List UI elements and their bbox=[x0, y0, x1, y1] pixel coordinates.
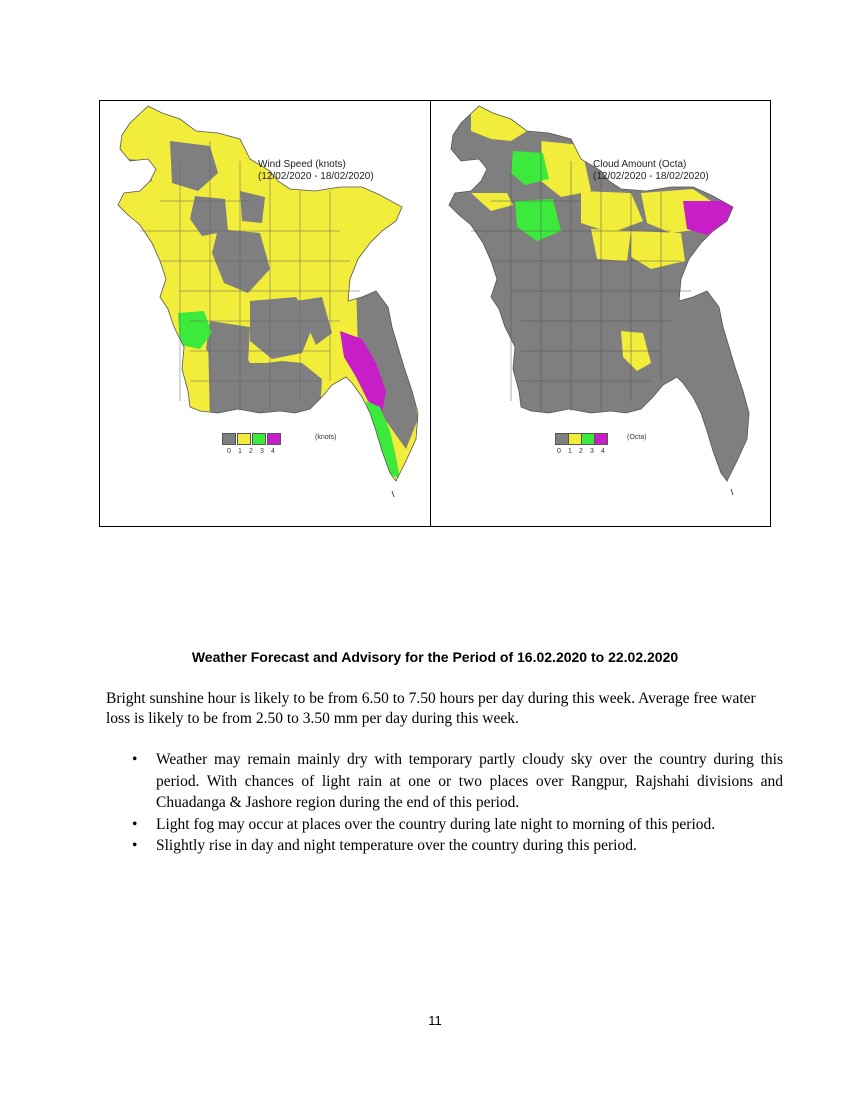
cloud-map-period: (12/02/2020 - 18/02/2020) bbox=[593, 171, 709, 182]
cloud-amount-map bbox=[431, 101, 770, 526]
advisory-list bbox=[130, 749, 783, 857]
legend-tick: 4 bbox=[601, 448, 605, 455]
bullet-icon: • bbox=[132, 815, 138, 833]
legend-tick: 3 bbox=[260, 448, 264, 455]
legend-tick: 0 bbox=[557, 448, 561, 455]
legend-swatch-3 bbox=[267, 433, 281, 445]
bullet-icon: • bbox=[132, 751, 138, 768]
legend-tick: 3 bbox=[590, 448, 594, 455]
page-number: 11 bbox=[428, 1013, 442, 1028]
sunshine-paragraph: Bright sunshine hour is likely to be from 6.50 to 7.50 hours per day during this week. Average free water loss is likely to be from 2.50 to 3.50 mm per day during this week. bbox=[106, 690, 756, 727]
legend-swatch-2 bbox=[581, 433, 595, 445]
legend-swatch-1 bbox=[237, 433, 251, 445]
cloud-map-title: Cloud Amount (Octa) bbox=[593, 159, 687, 170]
advisory-heading: Weather Forecast and Advisory for the Period of 16.02.2020 to 22.02.2020 bbox=[191, 649, 679, 665]
maps-table bbox=[99, 100, 771, 527]
legend-swatch-0 bbox=[222, 433, 236, 445]
legend-tick: 2 bbox=[579, 448, 583, 455]
legend-tick: 1 bbox=[238, 448, 242, 455]
legend-tick: 0 bbox=[227, 448, 231, 455]
legend-swatch-1 bbox=[568, 433, 582, 445]
wind-speed-map bbox=[100, 101, 430, 526]
legend-unit: (knots) bbox=[315, 434, 337, 441]
legend-tick: 4 bbox=[271, 448, 275, 455]
list-item bbox=[130, 814, 783, 836]
legend-unit: (Octa) bbox=[627, 434, 647, 441]
legend-tick: 1 bbox=[568, 448, 572, 455]
list-item-text: Light fog may occur at places over the country during late night to morning of this period. bbox=[156, 815, 716, 833]
legend-tick: 2 bbox=[249, 448, 253, 455]
list-item bbox=[130, 749, 783, 814]
wind-map-period: (12/02/2020 - 18/02/2020) bbox=[258, 171, 374, 182]
legend-swatch-0 bbox=[555, 433, 569, 445]
list-item bbox=[130, 835, 783, 857]
list-item-text: Slightly rise in day and night temperature over the country during this period. bbox=[156, 837, 637, 854]
wind-map-title: Wind Speed (knots) bbox=[258, 159, 346, 170]
legend-swatch-2 bbox=[252, 433, 266, 445]
bullet-icon: • bbox=[132, 837, 138, 854]
legend-swatch-3 bbox=[594, 433, 608, 445]
list-item-text: Weather may remain mainly dry with temporary partly cloudy sky over the country during this period. With chances of light rain at one or two places over Rangpur, Rajshahi divisions and Chuadanga & Jashore region during the end of this period. bbox=[156, 751, 783, 811]
